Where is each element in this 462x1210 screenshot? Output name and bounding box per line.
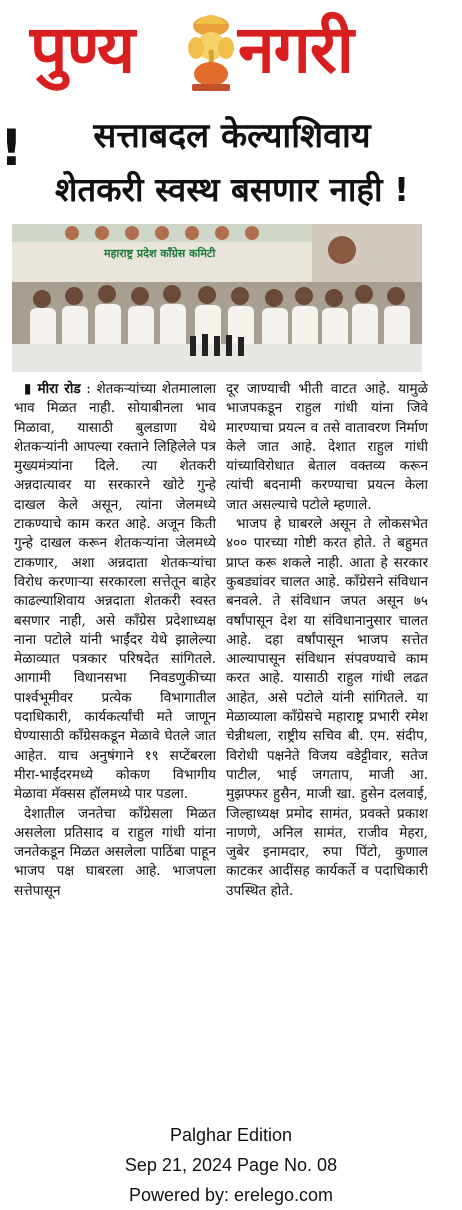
article-paragraph: देशातील जनतेचा काँग्रेसला मिळत असलेला प्रतिसाद व राहुल गांधी यांना जनतेकडून मिळत असलेला पाठिंबा पाहून भाजप पक्ष घाबरला आहे. भाजपला सत्तेपासून	[14, 805, 216, 899]
article-column-right	[226, 380, 428, 901]
masthead-title-left: पुण्य	[30, 11, 135, 88]
article-paragraph: दूर जाण्याची भीती वाटत आहे. यामुळे भाजपकडून राहुल गांधी यांना जिवे मारण्याचा प्रयत्न व तसे वातावरण निर्माण केले जात आहे. देशात राहुल गांधी यांच्याविरोधात बेताल वक्तव्य करून त्यांची बदनामी करण्याचा प्रयत्न केला जात असल्याचे पटोले म्हणाले.	[226, 381, 428, 513]
article-paragraph-text: शेतकऱ्यांच्या शेतमालाला भाव मिळत नाही. सोयाबीनला भाव मिळावा, यासाठी बुलडाणा येथे शेतकऱ्यांनी आपल्या रक्ताने लिहिलेले पत्र मुख्यमंत्र्यांना दिले. त्या शेतकरी अन्नदात्यावर या सरकारने खोटे गुन्हे दाखल केले असून, त्यांना जेलमध्ये टाकण्याचे काम करत आहे. अजून किती गुन्हे दाखल करून शेतकऱ्यांना जेलमध्ये टाकणार, अशा अन्नदाता शेतकऱ्यांचा विरोध करणाऱ्या सरकारला सत्तेतून बाहेर काढल्याशिवाय अन्नदाता शेतकरी स्वस्त बसणार नाही, असे काँग्रेस प्रदेशाध्यक्ष नाना पटोले यांनी भाईंदर येथे झालेल्या मेळाव्यात पत्रकार परिषदेत सांगितले. आगामी विधानसभा निवडणुकीच्या पार्श्वभूमीवर प्रत्येक विभागातील पदाधिकारी, कार्यकर्त्यांची मते जाणून घेण्यासाठी काँग्रेसकडून मेळावे घेतले जात आहेत. याच अनुषंगाने १९ सप्टेंबरला मीरा-भाईंदरमध्ये कोकण विभागीय मेळावा मॅक्सस हॉलमध्ये पार पडला.	[14, 381, 216, 803]
article-body	[14, 380, 428, 1120]
masthead-title-right: नगरी	[238, 11, 353, 88]
headline-line-2: शेतकरी स्वस्थ बसणार नाही !	[54, 170, 410, 209]
headline-line-1: सत्ताबदल केल्याशिवाय	[93, 116, 371, 156]
photo-banner-text: महाराष्ट्र प्रदेश काँग्रेस कमिटी	[104, 247, 216, 260]
dateline-separator: :	[80, 381, 97, 397]
powered-by-label: Powered by: erelego.com	[128, 1185, 334, 1205]
headline-exclamation-mark: !	[0, 119, 23, 177]
ganesha-logo-icon	[182, 6, 240, 92]
edition-label: Palghar Edition	[169, 1125, 293, 1145]
dateline: मीरा रोड	[37, 381, 81, 397]
dateline-bullet-icon: ▮	[24, 381, 38, 397]
masthead	[0, 0, 462, 100]
article-paragraph: भाजप हे घाबरले असून ते लोकसभेत ४०० पारच्या गोष्टी करत होते. ते बहुमत प्राप्त करू शकले नाही. आता हे सरकार कुबड्यांवर चालत आहे. काँग्रेसने संविधान बनवले. ते संविधान जपत असून ७५ वर्षांपासून देश या संविधानानुसार चालत आहे. दहा वर्षांपासून भाजप सत्तेत आल्यापासून संविधान संपवण्याचे काम करत आहे. यासाठी राहुल गांधी लढत आहेत, असे पटोले यांनी सांगितले. या मेळाव्याला काँग्रेसचे महाराष्ट्र प्रभारी रमेश चेन्नीथला, राष्ट्रीय सचिव बी. एम. संदीप, विरोधी पक्षनेते विजय वडेट्टीवार, सतेज पाटील, भाई जगताप, माजी आ. मुझफ्फर हुसैन, माजी खा. हुसेन दलवाई, जिल्हाध्यक्ष प्रमोद सामंत, प्रवक्ते प्रकाश नाणणे, अनिल सामंत, राजीव मेहरा, जुबेर इनामदार, रुपा पिंटो, कुणाल काटकर आदींसह कार्यकर्ते व पदाधिकारी उपस्थित होते.	[226, 516, 428, 899]
news-photo	[12, 224, 422, 372]
article-column-left	[14, 380, 216, 901]
article-paragraph	[14, 380, 216, 805]
date-page-label: Sep 21, 2024 Page No. 08	[124, 1155, 338, 1175]
